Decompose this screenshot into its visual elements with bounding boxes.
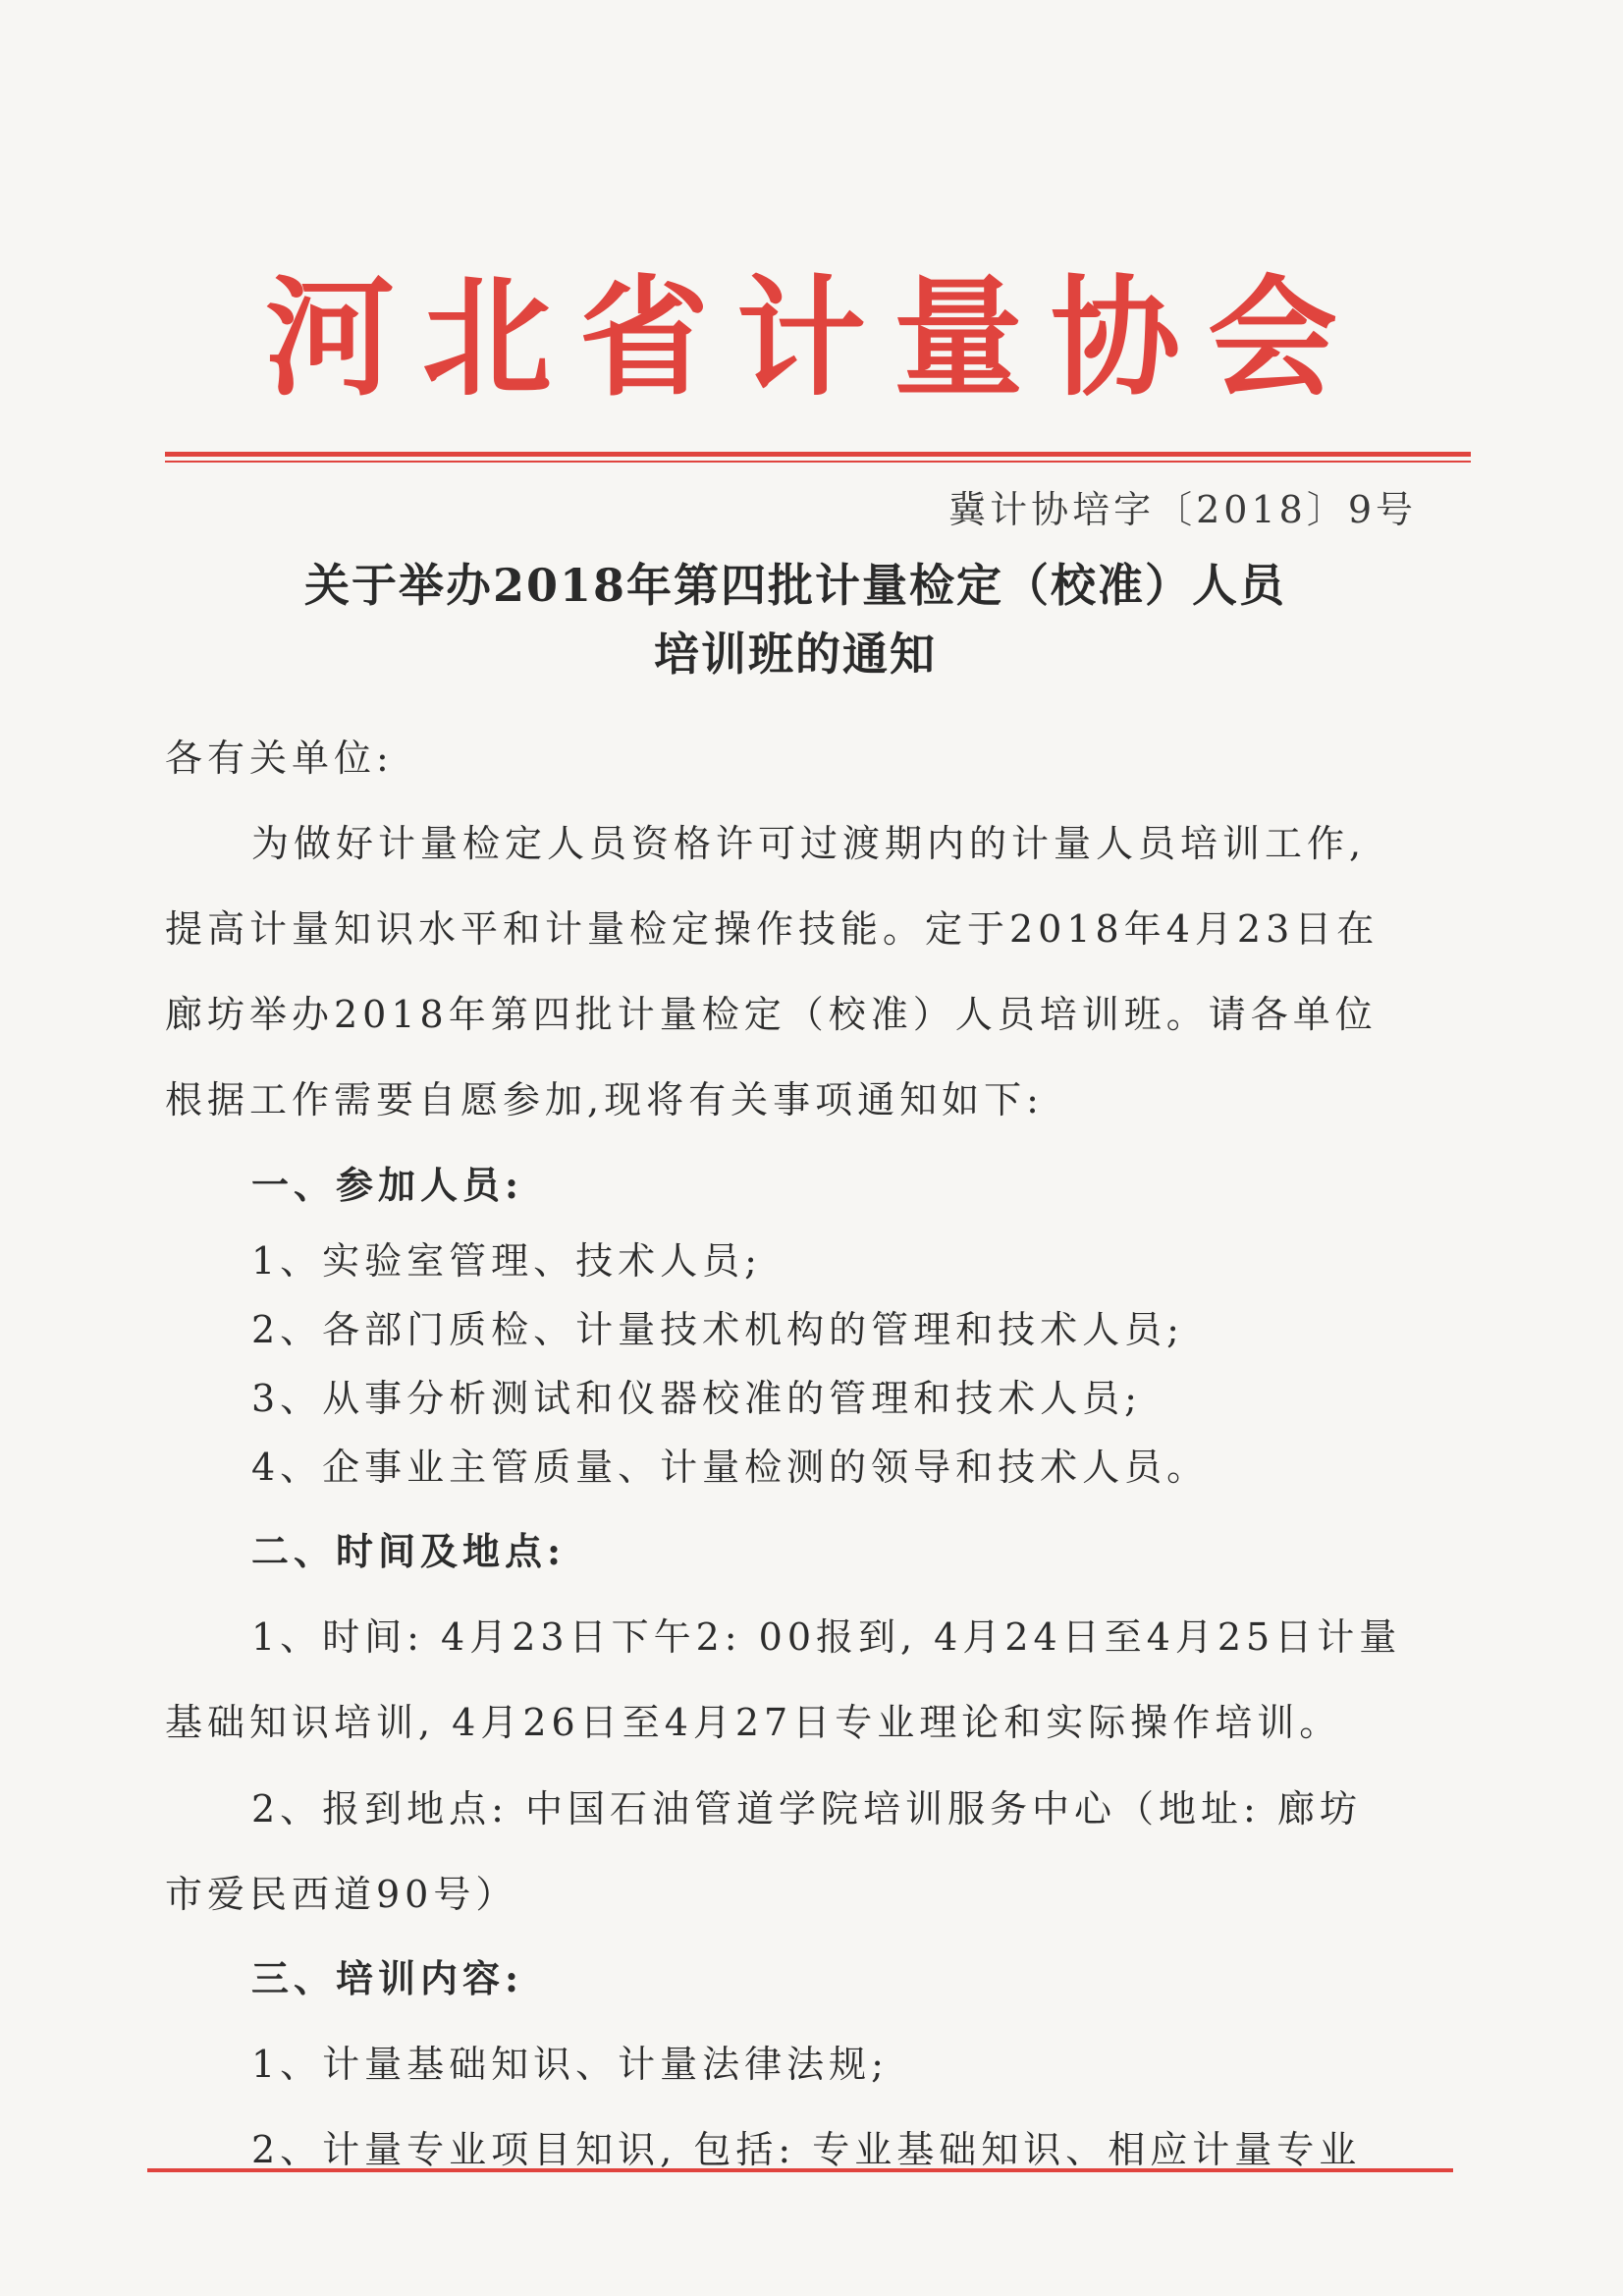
intro-line: 廊坊举办2018年第四批计量检定（校准）人员培训班。请各单位 <box>165 993 1378 1036</box>
list-item: 1、计量基础知识、计量法律法规; <box>251 2043 889 2086</box>
section-heading-participants: 一、参加人员: <box>251 1163 524 1207</box>
intro-line: 为做好计量检定人员资格许可过渡期内的计量人员培训工作, <box>251 822 1367 865</box>
document-number: 冀计协培字〔2018〕9号 <box>948 488 1417 531</box>
organization-header: 河北省计量协会 <box>265 262 1365 414</box>
list-item: 3、从事分析测试和仪器校准的管理和技术人员; <box>251 1377 1142 1420</box>
list-item: 2、报到地点: 中国石油管道学院培训服务中心（地址: 廊坊 <box>251 1787 1362 1831</box>
header-red-rule <box>165 452 1471 463</box>
list-item: 基础知识培训, 4月26日至4月27日专业理论和实际操作培训。 <box>165 1701 1342 1744</box>
list-item: 1、时间: 4月23日下午2: 00报到, 4月24日至4月25日计量 <box>251 1615 1402 1659</box>
list-item: 2、计量专业项目知识, 包括: 专业基础知识、相应计量专业 <box>251 2128 1362 2171</box>
section-heading-time-location: 二、时间及地点: <box>251 1529 567 1573</box>
intro-line: 根据工作需要自愿参加,现将有关事项通知如下: <box>165 1078 1044 1121</box>
section-heading-training-content: 三、培训内容: <box>251 1956 524 2000</box>
intro-line: 提高计量知识水平和计量检定操作技能。定于2018年4月23日在 <box>165 907 1380 951</box>
footer-red-rule <box>147 2168 1453 2172</box>
list-item: 市爱民西道90号） <box>165 1873 518 1916</box>
salutation: 各有关单位: <box>165 737 394 780</box>
list-item: 1、实验室管理、技术人员; <box>251 1239 762 1283</box>
list-item: 2、各部门质检、计量技术机构的管理和技术人员; <box>251 1308 1184 1351</box>
document-title-line-1: 关于举办2018年第四批计量检定（校准）人员 <box>303 559 1287 612</box>
list-item: 4、企事业主管质量、计量检测的领导和技术人员。 <box>251 1446 1210 1489</box>
document-title-line-2: 培训班的通知 <box>654 628 937 681</box>
